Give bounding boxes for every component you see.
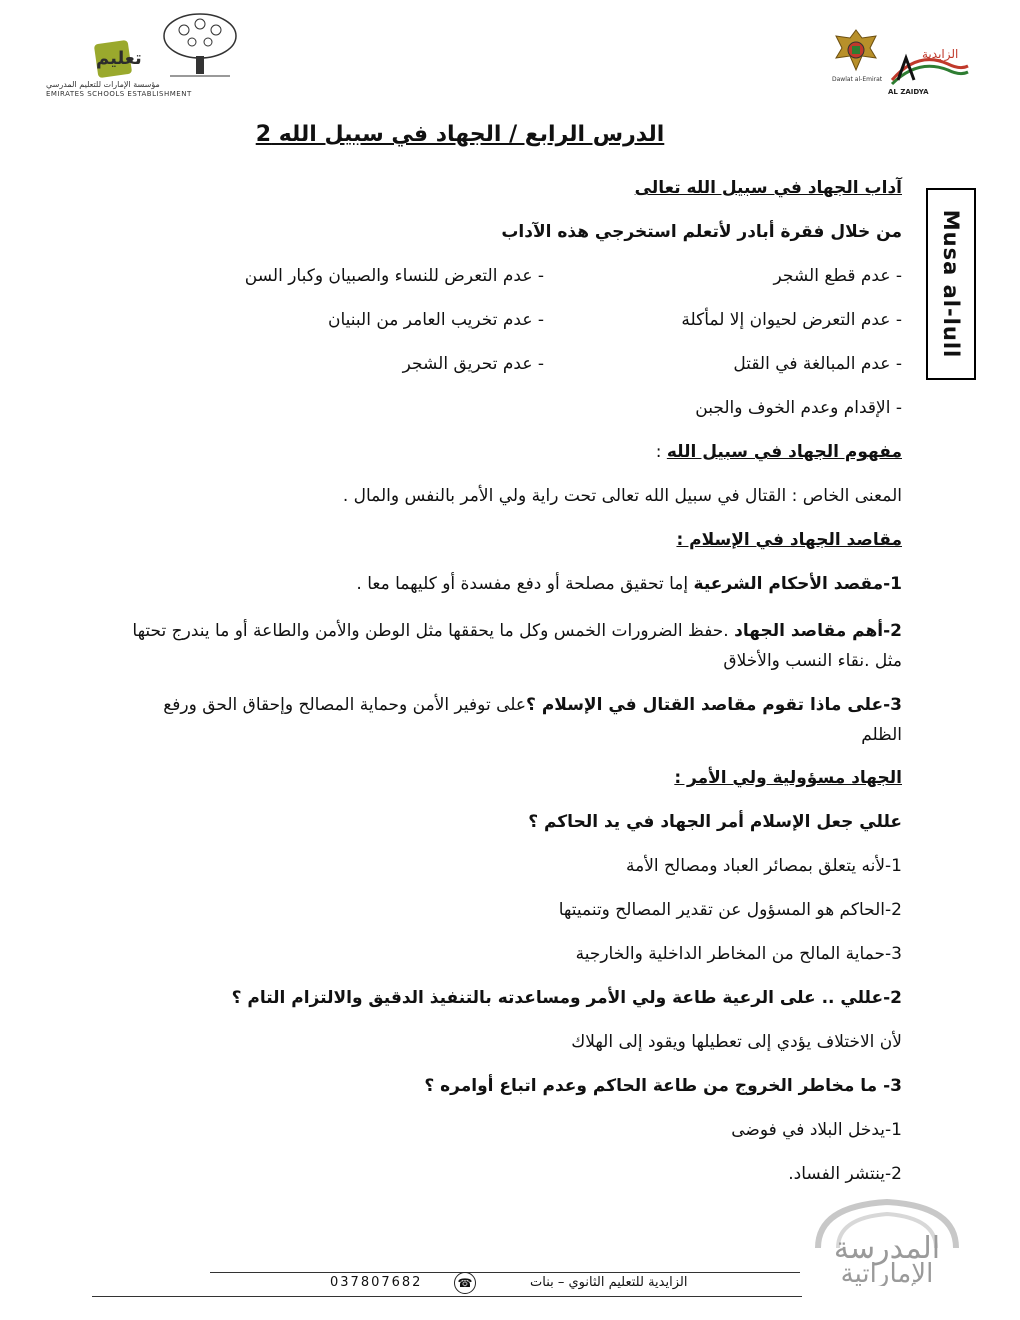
answer-1-item-1: 1-لأنه يتعلق بمصائر العباد ومصالح الأمة xyxy=(626,856,902,876)
answer-1-item-2: 2-الحاكم هو المسؤول عن تقدير المصالح وتنميتها xyxy=(558,900,902,920)
emirati-school-watermark xyxy=(798,1198,976,1286)
etiquette-heading: آداب الجهاد في سبيل الله تعالى xyxy=(634,178,902,198)
etiquette-right-item-2: - عدم التعرض لحيوان إلا لمأكلة xyxy=(681,310,902,330)
question-2: 2-عللي .. على الرعية طاعة ولي الأمر ومساعدته بالتنفيذ الدقيق والالتزام التام ؟ xyxy=(231,988,902,1008)
emblem-caption: Dawlat al-Emirat xyxy=(832,76,883,83)
objective-label-2: 2-أهم مقاصد الجهاد xyxy=(734,621,902,641)
tree-logo-icon xyxy=(160,12,240,82)
etiquette-left-item-3: - عدم تحريق الشجر xyxy=(402,354,544,374)
concept-text: المعنى الخاص : القتال في سبيل الله تعالى تحت راية ولي الأمر بالنفس والمال . xyxy=(342,486,902,506)
objectives-heading: مقاصد الجهاد في الإسلام : xyxy=(676,530,902,550)
objective-text-1: إما تحقيق مصلحة أو دفع مفسدة أو كليهما معا . xyxy=(356,574,694,594)
objective-text-3: على توفير الأمن وحماية المصالح وإحقاق الحق ورفع الظلم xyxy=(163,695,902,745)
footer-school-name: الزايدية للتعليم الثانوي – بنات xyxy=(530,1275,688,1290)
zaidya-wave-icon xyxy=(888,40,972,86)
footer-phone: 037807682 xyxy=(330,1275,423,1290)
answer-3-item-1: 1-يدخل البلاد في فوضى xyxy=(731,1120,902,1140)
concept-heading: مفهوم الجهاد في سبيل الله xyxy=(666,442,902,462)
watermark-line-1: المدرسة xyxy=(833,1231,941,1266)
page-title: الدرس الرابع / الجهاد في سبيل الله 2 xyxy=(255,122,665,147)
concept-heading-line xyxy=(656,440,902,464)
etiquette-left-item-2: - عدم تخريب العامر من البنيان xyxy=(327,310,544,330)
objective-item-1 xyxy=(356,572,902,596)
logo-brand-text: تعليم xyxy=(96,48,142,69)
watermark-line-2: الإماراتية xyxy=(840,1259,934,1286)
falcon-emblem-icon xyxy=(832,28,880,74)
footer-bottom-rule xyxy=(92,1296,802,1297)
side-name-box xyxy=(926,188,976,380)
side-box-text: Musa al-lull xyxy=(939,209,963,359)
question-3: 3- ما مخاطر الخروج من طاعة الحاكم وعدم اتباع أوامره ؟ xyxy=(424,1076,902,1096)
objective-item-3 xyxy=(120,690,902,750)
answer-2: لأن الاختلاف يؤدي إلى تعطيلها ويقود إلى الهلاك xyxy=(571,1032,902,1052)
etiquette-instruction: من خلال فقرة أبادر لأتعلم استخرجي هذه الآداب xyxy=(501,222,902,242)
objective-label-1: 1-مقصد الأحكام الشرعية xyxy=(693,574,902,594)
phone-icon: ☎ xyxy=(454,1272,476,1294)
etiquette-right-item-4: - الإقدام وعدم الخوف والجبن xyxy=(695,398,902,418)
objective-item-2 xyxy=(120,616,902,676)
svg-text:الزايدية: الزايدية xyxy=(922,47,959,61)
uae-emblem xyxy=(832,28,883,83)
logo-english-name: EMIRATES SCHOOLS ESTABLISHMENT xyxy=(46,90,192,98)
etiquette-left-item-1: - عدم التعرض للنساء والصبيان وكبار السن xyxy=(244,266,544,286)
zaidya-caption: AL ZAIDYA xyxy=(888,88,929,96)
answer-1-item-3: 3-حماية المالح من المخاطر الداخلية والخارجية xyxy=(575,944,902,964)
logo-arabic-name: مؤسسة الإمارات للتعليم المدرسي xyxy=(46,80,160,89)
responsibility-heading: الجهاد مسؤولية ولي الأمر : xyxy=(674,768,902,788)
objective-text-2: .حفظ الضرورات الخمس وكل ما يحققها مثل الوطن والأمن والطاعة أو ما يندرج تحتها مثل .نقاء النسب والأخلاق xyxy=(132,621,902,671)
question-1: عللي جعل الإسلام أمر الجهاد في يد الحاكم ؟ xyxy=(528,812,902,832)
concept-heading-suffix: : xyxy=(655,442,667,462)
footer-contact xyxy=(330,1272,750,1296)
objective-label-3: 3-على ماذا تقوم مقاصد القتال في الإسلام ؟ xyxy=(526,695,902,715)
etiquette-right-item-3: - عدم المبالغة في القتل xyxy=(733,354,902,374)
zaidya-school-logo xyxy=(888,40,972,98)
answer-3-item-2: 2-ينتشر الفساد. xyxy=(788,1164,902,1184)
etiquette-right-item-1: - عدم قطع الشجر xyxy=(773,266,902,286)
